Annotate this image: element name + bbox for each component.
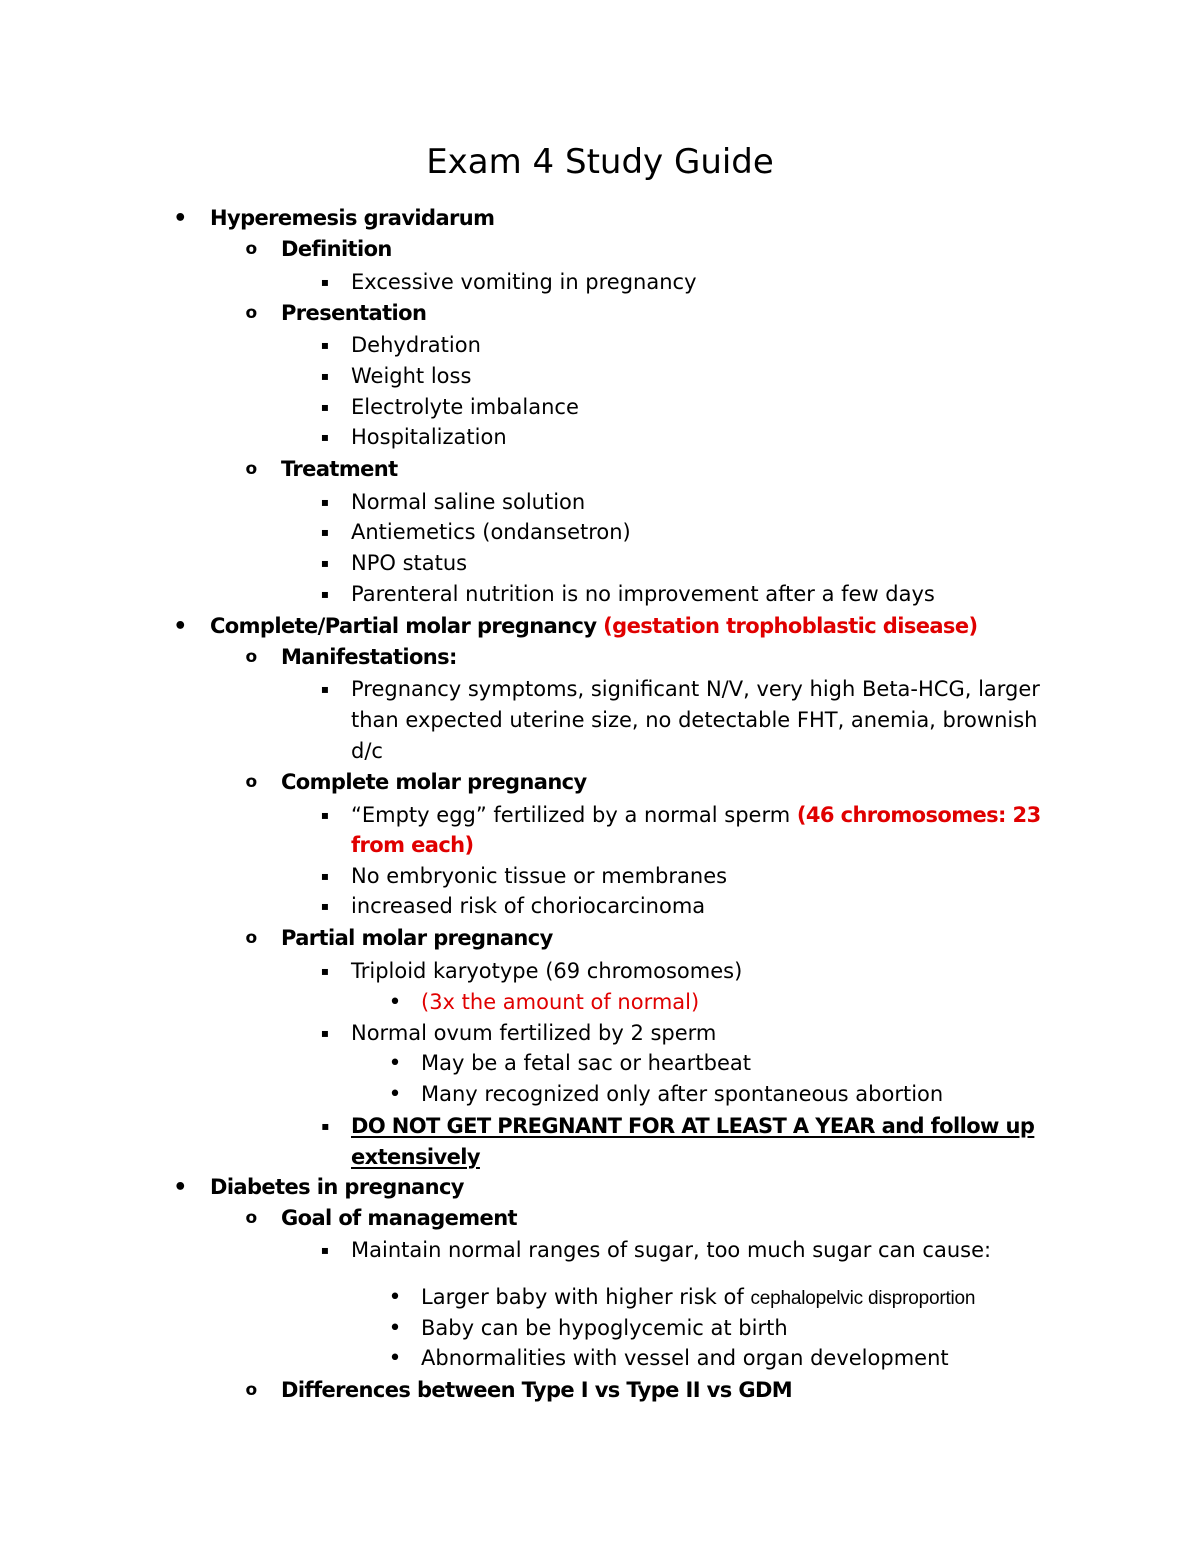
subheading-partial-molar: o Partial molar pregnancy: [281, 923, 553, 954]
bullet-square-icon: ▪: [320, 556, 330, 570]
list-subitem: • Baby can be hypoglycemic at birth: [421, 1313, 788, 1344]
list-item: ▪ NPO status: [351, 548, 467, 579]
bullet-square-icon: ▪: [320, 1026, 330, 1040]
bullet-circle-icon: o: [245, 303, 257, 323]
bullet-disc-icon: •: [388, 1285, 402, 1310]
subheading-complete-molar: o Complete molar pregnancy: [281, 767, 587, 798]
subheading-goal: o Goal of management: [281, 1203, 517, 1234]
bullet-square-icon: ▪: [320, 338, 330, 352]
list-item: ▪ Maintain normal ranges of sugar, too much sugar can cause:: [351, 1235, 991, 1266]
list-item: ▪ Hospitalization: [351, 422, 507, 453]
subheading-presentation: o Presentation: [281, 298, 426, 329]
list-item: ▪ Normal ovum fertilized by 2 sperm: [351, 1018, 716, 1049]
section-heading-diabetes: • Diabetes in pregnancy: [210, 1172, 464, 1203]
bullet-square-icon: ▪: [320, 587, 330, 601]
bullet-disc-icon: •: [388, 1316, 402, 1341]
bullet-square-icon: ▪: [320, 808, 330, 822]
bullet-disc-icon: •: [173, 206, 187, 231]
medical-term: cephalopelvic disproportion: [750, 1288, 976, 1309]
bullet-square-icon: ▪: [320, 369, 330, 383]
bullet-square-icon: ▪: [320, 869, 330, 883]
warning-item-continuation: extensively: [351, 1145, 480, 1169]
bullet-circle-icon: o: [245, 1380, 257, 1400]
bullet-circle-icon: o: [245, 459, 257, 479]
bullet-square-icon: ▪: [320, 1243, 330, 1257]
list-item-continuation: than expected uterine size, no detectable FHT, anemia, brownish: [351, 708, 1038, 732]
subheading-manifestations: o Manifestations:: [281, 642, 457, 673]
bullet-disc-icon: •: [388, 1082, 402, 1107]
list-item: ▪ Excessive vomiting in pregnancy: [351, 267, 697, 298]
chromosome-note-continuation: from each): [351, 833, 474, 857]
bullet-disc-icon: •: [388, 1051, 402, 1076]
bullet-square-icon: ▪: [320, 525, 330, 539]
bullet-disc-icon: •: [173, 614, 187, 639]
subheading-definition: o Definition: [281, 234, 392, 265]
list-subitem: • Larger baby with higher risk of cephalopelvic disproportion: [421, 1282, 975, 1314]
subheading-differences: o Differences between Type I vs Type II vs GDM: [281, 1375, 792, 1406]
bullet-circle-icon: o: [245, 1208, 257, 1228]
list-item: ▪ No embryonic tissue or membranes: [351, 861, 727, 892]
list-item: ▪ Pregnancy symptoms, significant N/V, very high Beta-HCG, larger: [351, 674, 1040, 705]
list-subitem: • Many recognized only after spontaneous abortion: [421, 1079, 943, 1110]
bullet-square-icon: ▪: [320, 682, 330, 696]
bullet-circle-icon: o: [245, 928, 257, 948]
bullet-disc-icon: •: [173, 1175, 187, 1200]
bullet-square-icon: ▪: [320, 400, 330, 414]
bullet-disc-icon: •: [388, 1346, 402, 1371]
list-item: ▪ Triploid karyotype (69 chromosomes): [351, 956, 742, 987]
chromosome-note: (46 chromosomes: 23: [796, 803, 1041, 827]
subheading-treatment: o Treatment: [281, 454, 398, 485]
warning-item: ▪ DO NOT GET PREGNANT FOR AT LEAST A YEAR and follow up: [351, 1111, 1034, 1142]
bullet-circle-icon: o: [245, 772, 257, 792]
list-item: ▪ Antiemetics (ondansetron): [351, 517, 631, 548]
list-item: ▪ Parenteral nutrition is no improvement after a few days: [351, 579, 935, 610]
heading-note: (gestation trophoblastic disease): [603, 614, 978, 638]
bullet-square-icon: ▪: [320, 964, 330, 978]
list-item: ▪ “Empty egg” fertilized by a normal sperm (46 chromosomes: 23: [351, 800, 1041, 831]
bullet-square-icon: ▪: [320, 495, 330, 509]
list-subitem: • (3x the amount of normal): [421, 987, 699, 1018]
bullet-circle-icon: o: [245, 239, 257, 259]
list-subitem: • May be a fetal sac or heartbeat: [421, 1048, 751, 1079]
list-subitem: • Abnormalities with vessel and organ development: [421, 1343, 949, 1374]
bullet-square-icon: ▪: [320, 430, 330, 444]
bullet-square-icon: ▪: [320, 899, 330, 913]
list-item-continuation: d/c: [351, 739, 383, 763]
bullet-circle-icon: o: [245, 647, 257, 667]
list-item: ▪ increased risk of choriocarcinoma: [351, 891, 705, 922]
bullet-disc-icon: •: [388, 990, 402, 1015]
bullet-square-icon: ▪: [320, 275, 330, 289]
list-item: ▪ Normal saline solution: [351, 487, 585, 518]
list-item: ▪ Electrolyte imbalance: [351, 392, 579, 423]
bullet-square-icon: ▪: [321, 1119, 329, 1133]
section-heading-hyperemesis: • Hyperemesis gravidarum: [210, 203, 494, 234]
section-heading-molar: • Complete/Partial molar pregnancy (gestation trophoblastic disease): [210, 611, 977, 642]
page-title: Exam 4 Study Guide: [426, 142, 774, 182]
list-item: ▪ Dehydration: [351, 330, 481, 361]
list-item: ▪ Weight loss: [351, 361, 471, 392]
